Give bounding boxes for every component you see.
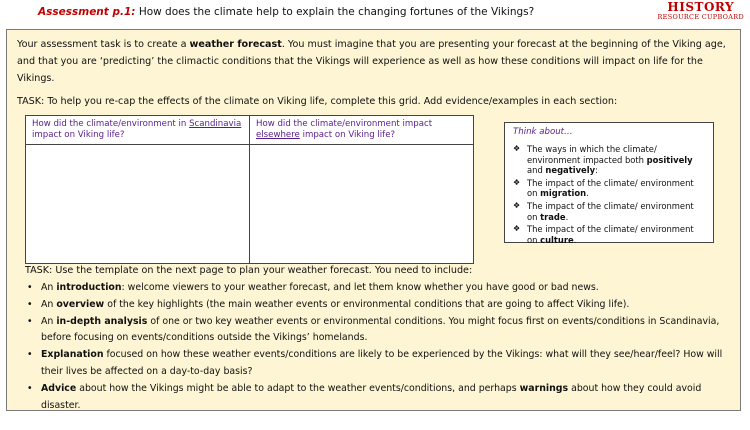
grid-header-text: impact on Viking life?	[32, 130, 125, 140]
item-bold: Explanation	[41, 349, 104, 361]
page-title	[38, 6, 534, 18]
item-bold: trade	[540, 211, 566, 222]
item-text: An	[41, 315, 57, 327]
title-question: How does the climate help to explain the changing fortunes of the Vikings?	[138, 6, 535, 18]
item-text: of the key highlights (the main weather events or environmental conditions that are going to affect Viking life).	[104, 298, 630, 310]
list-item	[25, 381, 733, 415]
intro-paragraph	[17, 36, 729, 87]
title-lead: Assessment p.1:	[38, 6, 136, 18]
item-text: focused on how these weather events/conditions are likely to be experienced by the Vikings: what will they see/hear/feel? How will their lives be affected on a day-to-day basis?	[41, 349, 723, 377]
diamond-bullet-icon: ❖	[513, 224, 521, 234]
bullet-icon: •	[27, 282, 33, 293]
item-bold: positively	[646, 154, 693, 165]
diamond-bullet-icon: ❖	[513, 177, 521, 187]
grid-header-elsewhere	[250, 116, 473, 145]
item-text: An	[41, 282, 57, 293]
task-grid-instruction: TASK: To help you re-cap the effects of the climate on Viking life, complete this grid. Add evidence/examples in each section:	[17, 96, 618, 107]
item-bold: warnings	[519, 382, 569, 394]
item-text: .	[586, 188, 589, 199]
item-bold: migration	[540, 188, 587, 199]
item-bold: introduction	[56, 282, 122, 293]
history-resource-cupboard-logo	[657, 1, 744, 21]
grid-column-elsewhere[interactable]	[250, 116, 473, 263]
item-text: about how they could avoid disaster.	[41, 382, 702, 411]
grid-header-underlined: elsewhere	[256, 130, 300, 140]
task-template-instruction: TASK: Use the template on the next page to plan your weather forecast. You need to include:	[25, 265, 473, 276]
think-about-box	[504, 122, 714, 243]
item-text: :	[595, 165, 598, 176]
intro-bold: weather forecast	[189, 39, 282, 50]
bullet-icon: •	[27, 298, 33, 310]
assessment-panel	[6, 29, 741, 411]
item-text: and	[527, 165, 546, 176]
diamond-bullet-icon: ❖	[513, 144, 521, 153]
item-text: .	[573, 234, 577, 245]
bullet-icon: •	[27, 315, 33, 327]
logo-sub-text: RESOURCE CUPBOARD	[657, 13, 744, 21]
list-item	[25, 347, 733, 381]
grid-header-text: How did the climate/environment in	[32, 119, 190, 129]
grid-header-text: How did the climate/environment impact	[256, 119, 433, 129]
list-item	[513, 201, 705, 222]
grid-header-underlined: Scandinavia	[189, 119, 242, 129]
list-item	[513, 178, 705, 199]
list-item	[25, 314, 733, 348]
list-item	[513, 144, 705, 176]
grid-header-scandinavia	[26, 116, 249, 145]
list-item	[513, 224, 705, 245]
grid-column-scandinavia[interactable]	[26, 116, 250, 263]
diamond-bullet-icon: ❖	[513, 200, 521, 210]
list-item	[25, 280, 733, 297]
item-text: of one or two key weather events or environmental conditions. You might focus first on events/conditions in Scandinavia, before focusing on events/conditions outside the Vikings’ homelands.	[41, 315, 720, 344]
item-text: about how the Vikings might be able to adapt to the weather events/conditions, and perhaps	[76, 382, 520, 394]
item-bold: Advice	[41, 382, 77, 394]
think-about-list	[513, 144, 705, 245]
header	[0, 0, 750, 28]
item-bold: negatively	[545, 165, 596, 176]
grid-header-text: impact on Viking life?	[299, 130, 396, 140]
bullet-icon: •	[27, 382, 33, 394]
recap-grid	[25, 115, 474, 264]
item-text: : welcome viewers to your weather forecast, and let them know whether you have good or bad news.	[121, 282, 599, 293]
list-item	[25, 297, 733, 314]
item-bold: culture	[540, 234, 574, 245]
intro-text-1: Your assessment task is to create a	[17, 39, 190, 50]
bullet-icon: •	[27, 349, 33, 361]
item-bold: in-depth analysis	[56, 315, 148, 327]
item-text: .	[565, 211, 569, 222]
item-text: The ways in which the climate/ environment impacted both	[527, 144, 657, 165]
intro-text-2: . You must imagine that you are presenting your forecast at the beginning of the Viking age, and that you are ‘predicting’ the climactic conditions that the Vikings will experience as well as how these conditions will impact on life for the Vikings.	[17, 39, 726, 84]
item-text: The impact of the climate/ environment on	[527, 177, 694, 199]
item-text: An	[41, 298, 57, 310]
think-about-title: Think about…	[513, 127, 573, 137]
item-text: The impact of the climate/ environment on	[527, 224, 694, 245]
forecast-requirements-list	[25, 280, 733, 414]
item-bold: overview	[56, 298, 105, 310]
item-text: The impact of the climate/ environment on	[527, 200, 694, 222]
logo-main-text: HISTORY	[667, 0, 735, 14]
